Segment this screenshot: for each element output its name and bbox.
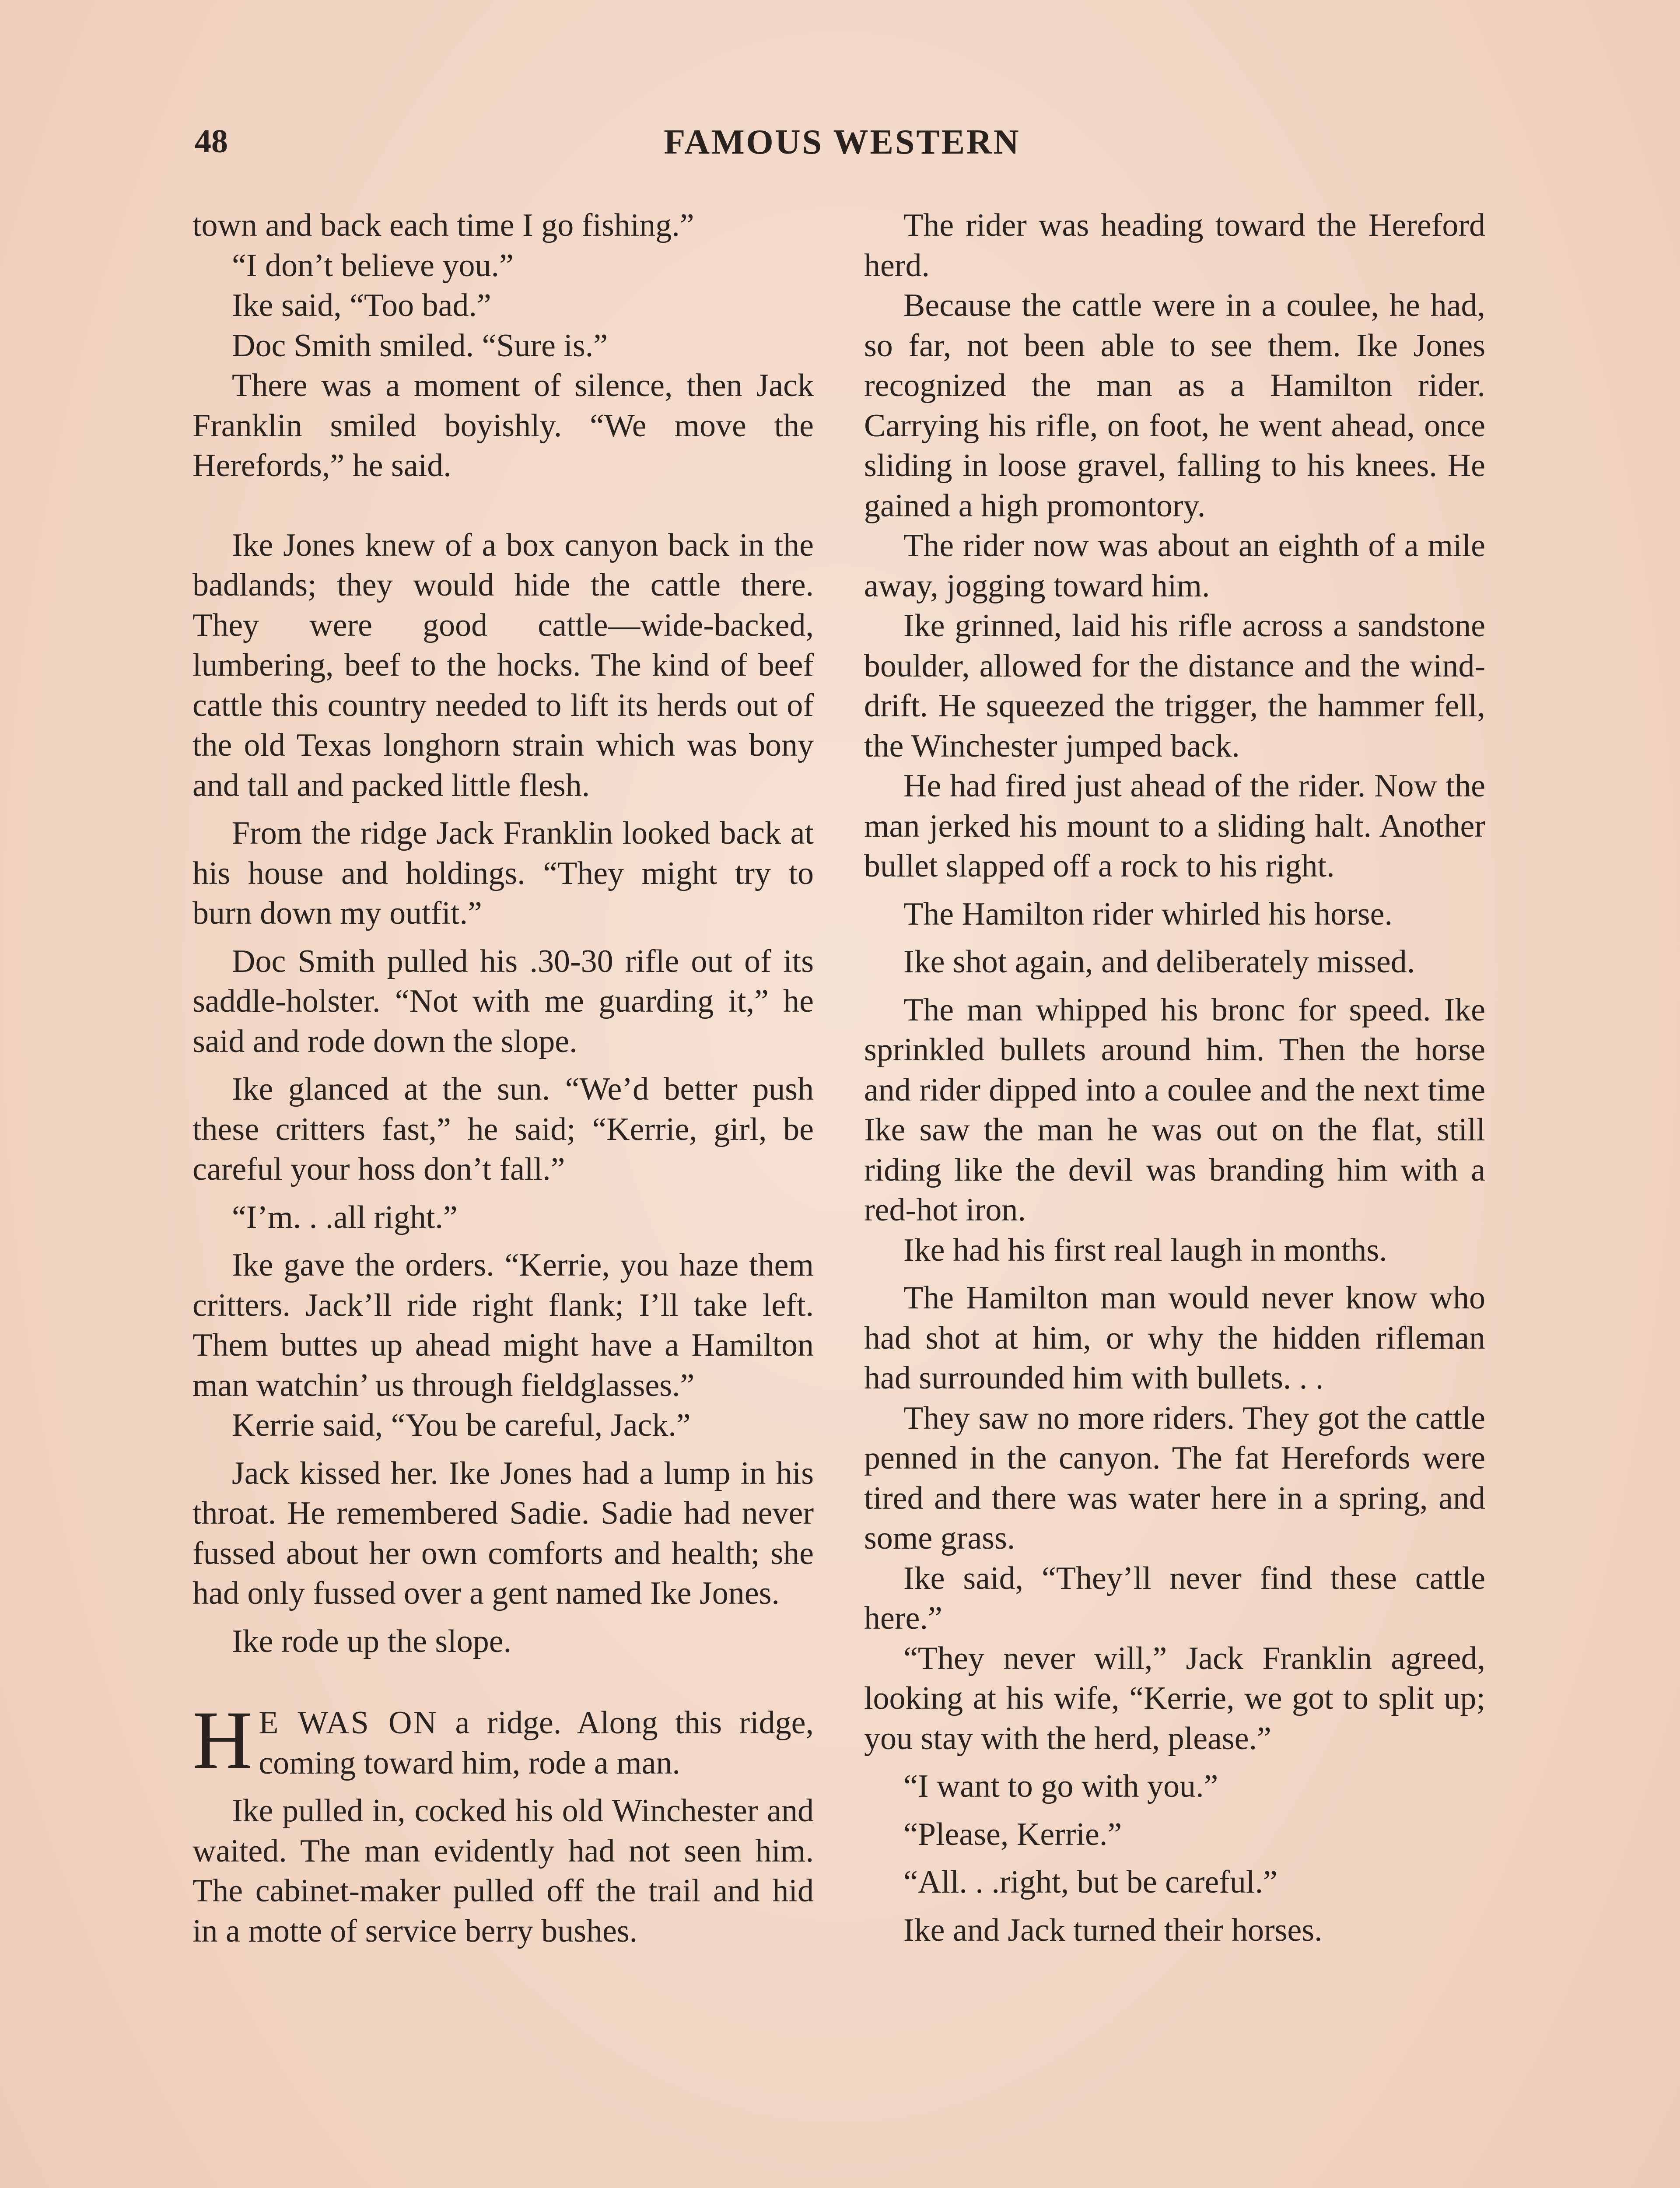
paragraph: Doc Smith smiled. “Sure is.”: [232, 327, 608, 364]
paragraph: The rider was heading toward the Hereford herd.: [864, 207, 1485, 284]
paragraph: Ike rode up the slope.: [232, 1623, 512, 1659]
paragraph: “I’m. . .all right.”: [232, 1199, 458, 1235]
running-head: FAMOUS WESTERN: [664, 123, 1021, 161]
paragraph: The Hamilton man would never know who had shot at him, or why the hidden rifleman had surrounded him with bullets. . .: [864, 1280, 1485, 1396]
paragraph: The man whipped his bronc for speed. Ike sprinkled bullets around him. Then the horse and rider dipped into a coulee and the next time Ike saw the man he was out on the flat, still riding like the devil was branding him with a red-hot iron.: [864, 992, 1485, 1228]
right-column: [864, 206, 1485, 1950]
paragraph: Ike said, “They’ll never find these cattle here.”: [864, 1560, 1485, 1636]
dropcap-rest: a ridge. Along this ridge, coming toward him, rode a man.: [259, 1705, 814, 1781]
dropcap-paragraph: [192, 1694, 814, 1786]
dropcap-letter: H: [192, 1694, 253, 1786]
paragraph: Doc Smith pulled his .30-30 rifle out of its saddle-holster. “Not with me guarding it,” he said and rode down the slope.: [192, 943, 814, 1059]
paragraph: Ike gave the orders. “Kerrie, you haze them critters. Jack’ll ride right flank; I’ll take left. Them buttes up ahead might have a Hamilton man watchin’ us through fieldglasses.”: [192, 1247, 814, 1403]
paragraph: town and back each time I go fishing.”: [192, 207, 694, 243]
page-number: 48: [195, 123, 228, 160]
left-column: [192, 206, 814, 1951]
paragraph: “Please, Kerrie.”: [903, 1816, 1122, 1852]
paragraph: “They never will,” Jack Franklin agreed, looking at his wife, “Kerrie, we got to split up; you stay with the herd, please.”: [864, 1640, 1485, 1757]
paragraph: Ike had his first real laugh in months.: [903, 1232, 1387, 1268]
paragraph: From the ridge Jack Franklin looked back at his house and holdings. “They might try to burn down my outfit.”: [192, 815, 814, 931]
dropcap-smallcaps: E WAS ON: [259, 1705, 438, 1741]
paragraph: Ike said, “Too bad.”: [232, 288, 491, 323]
paragraph: He had fired just ahead of the rider. Now the man jerked his mount to a sliding halt. Another bullet slapped off a rock to his right.: [864, 768, 1485, 884]
page-header: [195, 123, 1490, 175]
paragraph: Ike pulled in, cocked his old Winchester and waited. The man evidently had not seen him. The cabinet-maker pulled off the trail and hid in a motte of service berry bushes.: [192, 1793, 814, 1949]
paragraph: Ike shot again, and deliberately missed.: [903, 944, 1415, 980]
paragraph: Kerrie said, “You be careful, Jack.”: [232, 1407, 691, 1443]
paragraph: Jack kissed her. Ike Jones had a lump in his throat. He remembered Sadie. Sadie had never fussed about her own comforts and health; she had only fussed over a gent named Ike Jones.: [192, 1455, 814, 1611]
paragraph: Ike Jones knew of a box canyon back in the badlands; they would hide the cattle there. They were good cattle—wide-backed, lumbering, beef to the hocks. The kind of beef cattle this country needed to lift its herds out of the old Texas longhorn strain which was bony and tall and packed little flesh.: [192, 527, 814, 803]
paragraph: Ike and Jack turned their horses.: [903, 1912, 1323, 1948]
paragraph: “I want to go with you.”: [903, 1768, 1218, 1804]
paragraph: The Hamilton rider whirled his horse.: [903, 896, 1393, 932]
paragraph: “All. . .right, but be careful.”: [903, 1864, 1278, 1900]
paragraph: Ike grinned, laid his rifle across a sandstone boulder, allowed for the distance and the wind-drift. He squeezed the trigger, the hammer fell, the Winchester jumped back.: [864, 608, 1485, 764]
paragraph: Because the cattle were in a coulee, he had, so far, not been able to see them. Ike Jones recognized the man as a Hamilton rider. Carrying his rifle, on foot, he went ahead, once sliding in loose gravel, falling to his knees. He gained a high promontory.: [864, 288, 1485, 524]
paragraph: Ike glanced at the sun. “We’d better push these critters fast,” he said; “Kerrie, girl, be careful your hoss don’t fall.”: [192, 1071, 814, 1187]
paragraph: The rider now was about an eighth of a mile away, jogging toward him.: [864, 528, 1485, 604]
paragraph: There was a moment of silence, then Jack Franklin smiled boyishly. “We move the Herefords,” he said.: [192, 368, 814, 484]
paragraph: “I don’t believe you.”: [232, 247, 514, 284]
paragraph: They saw no more riders. They got the cattle penned in the canyon. The fat Herefords were tired and there was water here in a spring, and some grass.: [864, 1400, 1485, 1556]
